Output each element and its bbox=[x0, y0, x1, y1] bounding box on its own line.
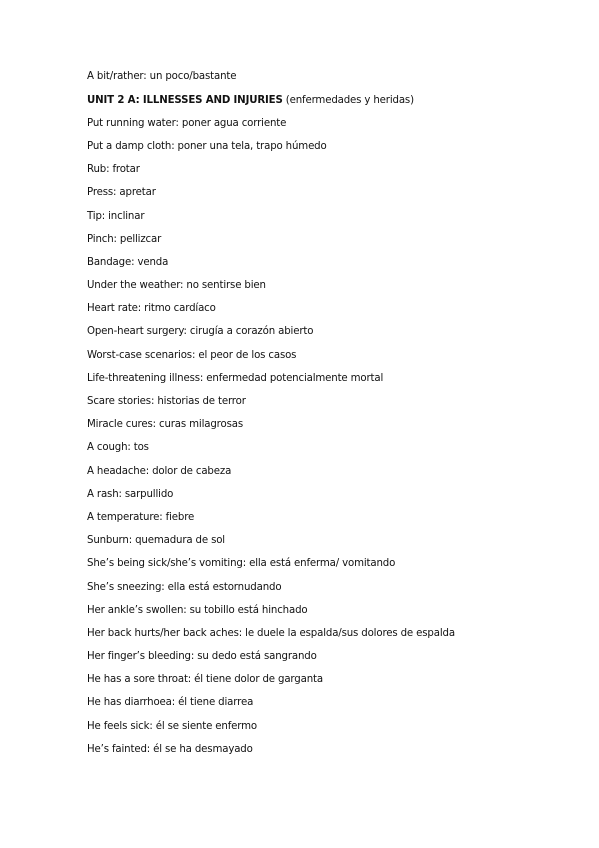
unit-heading-subtitle: (enfermedades y heridas) bbox=[282, 95, 414, 106]
vocab-entry: Open-heart surgery: cirugía a corazón abierto bbox=[87, 326, 314, 337]
vocab-entry: She’s being sick/she’s vomiting: ella está enferma/ vomitando bbox=[87, 558, 396, 569]
vocab-entry: He has diarrhoea: él tiene diarrea bbox=[87, 697, 254, 708]
unit-heading-title: UNIT 2 A: ILLNESSES AND INJURIES bbox=[87, 95, 283, 106]
vocab-entry: Press: apretar bbox=[87, 187, 156, 198]
intro-line: A bit/rather: un poco/bastante bbox=[87, 71, 237, 82]
vocab-entry: A cough: tos bbox=[87, 442, 149, 453]
vocab-entry: Her back hurts/her back aches: le duele la espalda/sus dolores de espalda bbox=[87, 628, 455, 639]
vocab-entry: Rub: frotar bbox=[87, 164, 140, 175]
vocab-entry: Put a damp cloth: poner una tela, trapo húmedo bbox=[87, 141, 327, 152]
vocab-entry: He’s fainted: él se ha desmayado bbox=[87, 744, 253, 755]
vocab-entry: A rash: sarpullido bbox=[87, 489, 174, 500]
vocab-entry: Sunburn: quemadura de sol bbox=[87, 535, 225, 546]
vocab-entry: He feels sick: él se siente enfermo bbox=[87, 721, 257, 732]
vocab-entry: She’s sneezing: ella está estornudando bbox=[87, 582, 282, 593]
vocab-entry: Tip: inclinar bbox=[87, 211, 145, 222]
vocab-entry: Scare stories: historias de terror bbox=[87, 396, 246, 407]
vocab-entry: Under the weather: no sentirse bien bbox=[87, 280, 266, 291]
unit-heading bbox=[87, 94, 414, 108]
vocab-entry: Her finger’s bleeding: su dedo está sangrando bbox=[87, 651, 317, 662]
vocab-entry: Heart rate: ritmo cardíaco bbox=[87, 303, 216, 314]
vocab-entry: He has a sore throat: él tiene dolor de garganta bbox=[87, 674, 323, 685]
vocab-entry: Miracle cures: curas milagrosas bbox=[87, 419, 243, 430]
vocab-entry: Worst-case scenarios: el peor de los casos bbox=[87, 350, 297, 361]
vocab-entry: A temperature: fiebre bbox=[87, 512, 195, 523]
vocab-entry: Her ankle’s swollen: su tobillo está hinchado bbox=[87, 605, 308, 616]
vocab-entry: A headache: dolor de cabeza bbox=[87, 466, 232, 477]
vocab-entry: Pinch: pellizcar bbox=[87, 234, 162, 245]
vocab-entry: Put running water: poner agua corriente bbox=[87, 118, 287, 129]
vocab-entry: Bandage: venda bbox=[87, 257, 169, 268]
vocab-entry: Life-threatening illness: enfermedad potencialmente mortal bbox=[87, 373, 384, 384]
